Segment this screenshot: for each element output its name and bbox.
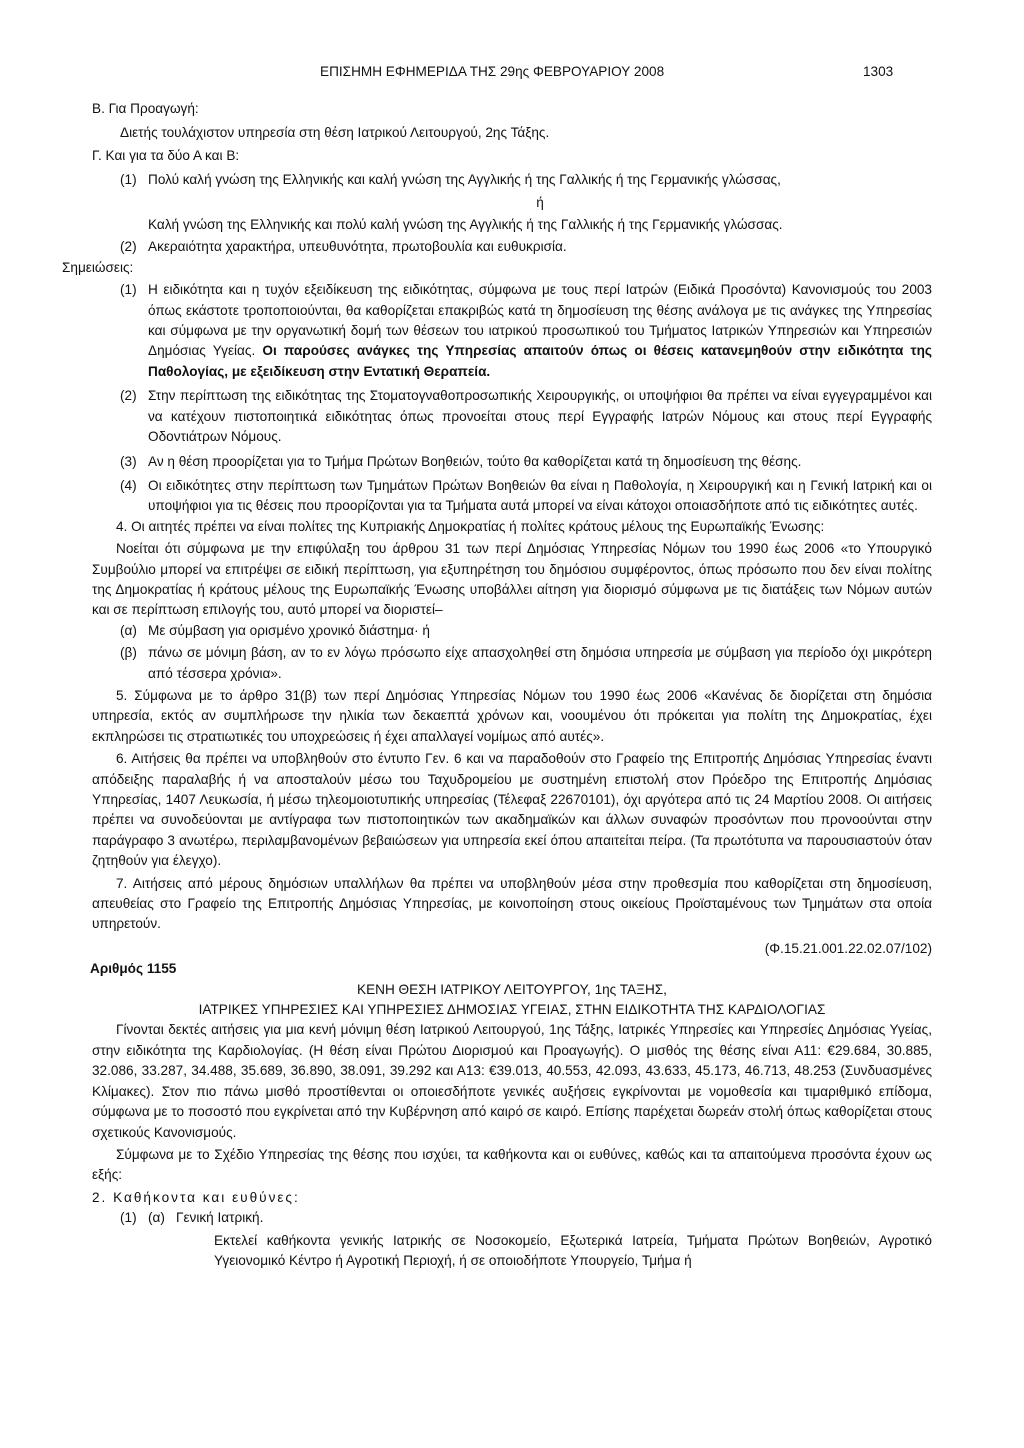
duty-1a-title: Γενική Ιατρική. (176, 1210, 264, 1226)
announcement-title-line-2: ΙΑΤΡΙΚΕΣ ΥΠΗΡΕΣΙΕΣ ΚΑΙ ΥΠΗΡΕΣΙΕΣ ΔΗΜΟΣΙΑΣ ΥΓΕΙΑΣ, ΣΤΗΝ ΕΙΔΙΚΟΤΗΤΑ ΤΗΣ ΚΑΡΔΙΟΛΟΓΙΑΣ (198, 1002, 826, 1018)
paragraph-4-text: 4. Οι αιτητές πρέπει να είναι πολίτες της Κυπριακής Δημοκρατίας ή πολίτες κράτους μέλους της Ευρωπαϊκής Ένωσης: (116, 518, 825, 534)
duty-1 (92, 1208, 932, 1228)
note-1-emphasis: Οι παρούσες ανάγκες της Υπηρεσίας απαιτούν όπως οι θέσεις κατανεμηθούν στην ειδικότητα της Παθολογίας, με εξειδίκευση στην Εντατική Θεραπεία. (148, 343, 932, 379)
paragraph-5: 5. Σύμφωνα με το άρθρο 31(β) των περί Δημόσιας Υπηρεσίας Νόμων του 1990 έως 2006 «Κανένας δε διορίζεται στη δημόσια υπηρεσία, εκτός αν συμπλήρωσε την ηλικία των δεκαεπτά χρόνων και, νοουμένου ότι πρόκειται για πολίτη της Δημοκρατίας, έχει εκπληρώσει τις στρατιωτικές του υποχρεώσεις ή έχει απαλλαγεί νομίμως από αυτές». (92, 687, 932, 744)
paragraph-4-proviso: Νοείται ότι σύμφωνα με την επιφύλαξη του άρθρου 31 των περί Δημόσιας Υπηρεσίας Νόμων του 1990 έως 2006 «το Υπουργικό Συμβούλιο μπορεί να επιτρέψει σε ειδική περίπτωση, για εξυπηρέτηση του δημόσιου συμφέροντος, όπως πρόσωπο που δεν είναι πολίτης της Δημοκρατίας ή κράτους μέλους της Ευρωπαϊκής Ένωσης υποβάλλει αίτηση για διορισμό σύμφωνα με τις διατάξεις των Νόμων αυτών και σε περίπτωση επιλογής του, αυτό μπορεί να διοριστεί– (92, 541, 932, 618)
subitem-a-text: Με σύμβαση για ορισμένο χρονικό διάστημα· ή (148, 622, 430, 638)
subitem-a (120, 621, 932, 641)
notes-list (92, 280, 932, 516)
item-1-or: ή (536, 194, 544, 210)
page-content (62, 99, 932, 1271)
subitem-number: (β) (120, 645, 137, 661)
section-b (92, 99, 932, 144)
paragraph-7: 7. Αιτήσεις από μέρους δημόσιων υπαλλήλων θα πρέπει να υποβληθούν μέσα στην προθεσμία που καθορίζεται στη δημοσίευση, απευθείας στο Γραφείο της Επιτροπής Δημόσιας Υπηρεσίας, με κοινοποίηση στους οικείους Προϊσταμένους των Τμημάτων στα οποία υπηρετούν. (92, 875, 932, 932)
page-number: 1303 (863, 64, 894, 79)
duties-heading: 2. Καθήκοντα και ευθύνες: (92, 1189, 300, 1205)
paragraph-4 (92, 517, 932, 684)
item-1-line-2: Καλή γνώση της Ελληνικής και πολύ καλή γνώση της Αγγλικής ή της Γαλλικής ή της Γερμανικής γλώσσας. (148, 217, 783, 233)
announcement-plan: Σύμφωνα με το Σχέδιο Υπηρεσίας της θέσης που ισχύει, τα καθήκοντα και οι ευθύνες, καθώς και τα απαιτούμενα προσόντα έχουν ως εξής: (92, 1146, 932, 1183)
notes-section (62, 258, 932, 517)
note-1 (120, 280, 932, 382)
page-header (0, 62, 1024, 84)
section-b-text: Διετής τουλάχιστον υπηρεσία στη θέση Ιατρικού Λειτουργού, 2ης Τάξης. (120, 125, 550, 141)
announcement-title-line-1: ΚΕΝΗ ΘΕΣΗ ΙΑΤΡΙΚΟΥ ΛΕΙΤΟΥΡΓΟΥ, 1ης ΤΑΞΗΣ, (357, 981, 667, 997)
duty-number: (1) (120, 1210, 137, 1226)
file-reference: (Φ.15.21.001.22.02.07/102) (764, 940, 932, 956)
paragraph-6: 6. Αιτήσεις θα πρέπει να υποβληθούν στο έντυπο Γεν. 6 και να παραδοθούν στο Γραφείο της Επιτροπής Δημόσιας Υπηρεσίας έναντι απόδειξης παραλαβής ή να αποσταλούν μέσω του Ταχυδρομείου με συστημένη επιστολή στον Πρόεδρο της Επιτροπής Δημόσιας Υπηρεσίας, 1407 Λευκωσία, ή μέσω τηλεομοιοτυπικής υπηρεσίας (Τέλεφαξ 22670101), όχι αργότερα από τις 24 Μαρτίου 2008. Οι αιτήσεις πρέπει να συνοδεύονται με αντίγραφα των πιστοποιητικών των ακαδημαϊκών και άλλων συναφών προσόντων που προνοούνται στην παράγραφο 3 ανωτέρω, περιλαμβανομένων βεβαιώσεων για υπηρεσία εκεί όπου απαιτείται πείρα. (Τα πρωτότυπα να παρουσιαστούν όταν ζητηθούν για έλεγχο). (92, 751, 932, 869)
note-2-text: Στην περίπτωση της ειδικότητας της Στοματογναθοπροσωπικής Χειρουργικής, οι υποψήφιοι θα πρέπει να είναι εγγεγραμμένοι και να κατέχουν πιστοποιητικά ειδικότητας όπως προνοείται στους περί Εγγραφής Ιατρών Νόμους και στους περί Εγγραφής Οδοντιάτρων Νόμους. (148, 388, 932, 445)
notes-heading: Σημειώσεις: (62, 259, 134, 275)
note-4-text: Οι ειδικότητες στην περίπτωση των Τμημάτων Πρώτων Βοηθειών θα είναι η Παθολογία, η Χειρουργική και η Γενική Ιατρική και οι υποψήφιοι για τις θέσεις που προορίζονται για τα Τμήματα αυτά μπορεί να είναι κάτοχοι οποιασδήποτε από τις ειδικότητες αυτές. (148, 477, 932, 514)
duty-1a-text: Εκτελεί καθήκοντα γενικής Ιατρικής σε Νοσοκομείο, Εξωτερικά Ιατρεία, Τμήματα Πρώτων Βοηθειών, Αγροτικό Υγειονομικό Κέντρο ή Αγροτική Περιοχή, ή σε οποιοδήποτε Υπουργείο, Τμήμα ή (214, 1232, 932, 1268)
duty-sub-number: (α) (148, 1210, 165, 1226)
item-number: (1) (120, 172, 137, 188)
note-1-body: Η ειδικότητα και η τυχόν εξειδίκευση της ειδικότητας, σύμφωνα με τους περί Ιατρών (Ειδικά Προσόντα) Κανονισμούς του 2003 όπως εκάστοτε τροποποιούνται, θα καθορίζεται επακριβώς κατά τη δημοσίευση της θέσης ανάλογα με τις ανάγκες της Υπηρεσίας και σύμφωνα με την οργανωτική δομή των θέσεων του ιατρικού προσωπικού του Τμήματος Ιατρικών Υπηρεσιών και Υπηρεσιών Δημόσιας Υγείας. (148, 282, 932, 359)
announcement-1155 (92, 959, 932, 1271)
item-number: (2) (120, 239, 137, 255)
item-1-line-1: Πολύ καλή γνώση της Ελληνικής και καλή γνώση της Αγγλικής ή της Γαλλικής ή της Γερμανικής γλώσσας, (148, 172, 781, 188)
note-4 (120, 476, 932, 517)
subitem-number: (α) (120, 622, 137, 638)
section-b-heading: Β. Για Προαγωγή: (92, 101, 199, 116)
item-2-text: Ακεραιότητα χαρακτήρα, υπευθυνότητα, πρωτοβουλία και ευθυκρισία. (148, 239, 567, 255)
section-g-item-1 (92, 170, 932, 235)
note-3-text: Αν η θέση προορίζεται για το Τμήμα Πρώτων Βοηθειών, τούτο θα καθορίζεται κατά τη δημοσίευση της θέσης. (148, 453, 802, 469)
section-g-item-2 (92, 237, 932, 257)
note-number: (2) (120, 388, 137, 404)
announcement-intro: Γίνονται δεκτές αιτήσεις για μια κενή μόνιμη θέση Ιατρικού Λειτουργού, 1ης Τάξης, Ιατρικές Υπηρεσίες και Υπηρεσίες Δημόσιας Υγείας, στην ειδικότητα της Καρδιολογίας. (Η θέση είναι Πρώτου Διορισμού και Προαγωγής). Ο μισθός της θέσης είναι Α11: €29.684, 30.885, 32.086, 33.287, 34.488, 35.689, 36.890, 38.091, 39.292 και Α13: €39.013, 40.553, 42.093, 43.633, 45.173, 46.713, 48.253 (Συνδυασμένες Κλίμακες). Στον πιο πάνω μισθό προστίθενται οι οποιεσδήποτε γενικές αυξήσεις εγκρίνονται με νομοθεσία και τιμαριθμικό επίδομα, σύμφωνα με το ποσοστό που εγκρίνεται από την Κυβέρνηση από καιρό σε καιρό. Επίσης παρέχεται δωρεάν στολή όπως καθορίζεται στους σχετικούς Κανονισμούς. (92, 1022, 932, 1140)
header-title: ΕΠΙΣΗΜΗ ΕΦΗΜΕΡΙΔΑ ΤΗΣ 29ης ΦΕΒΡΟΥΑΡΙΟΥ 2008 (320, 64, 665, 79)
subitem-b-text: πάνω σε μόνιμη βάση, αν το εν λόγω πρόσωπο είχε απασχοληθεί στη δημόσια υπηρεσία με σύμβαση για περίοδο όχι μικρότερη από τέσσερα χρόνια». (148, 645, 932, 681)
note-number: (4) (120, 477, 137, 493)
note-number: (3) (120, 453, 137, 469)
section-g (92, 146, 932, 258)
section-g-heading: Γ. Και για τα δύο Α και Β: (92, 147, 240, 163)
note-3 (120, 452, 932, 472)
subitem-b (120, 643, 932, 684)
note-2 (120, 386, 932, 447)
paragraph-4-subitems (92, 621, 932, 684)
announcement-number: Αριθμός 1155 (90, 961, 177, 977)
note-1-text (148, 280, 932, 382)
note-number: (1) (120, 282, 137, 298)
